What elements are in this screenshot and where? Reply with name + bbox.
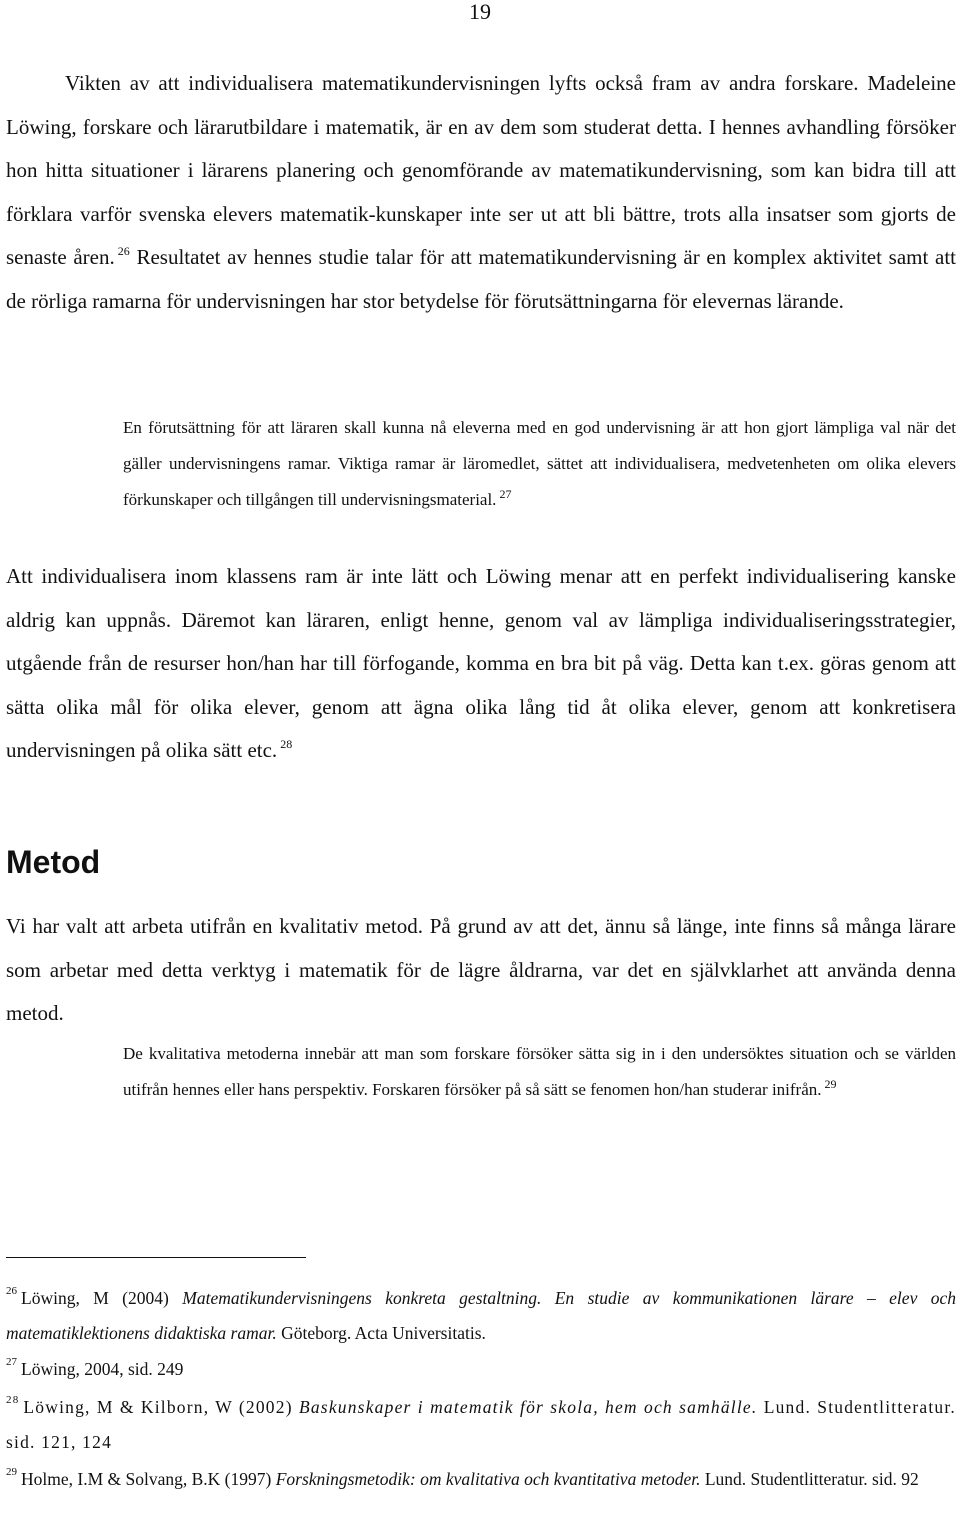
quote-text: De kvalitativa metoderna innebär att man som forskare försöker sätta sig in i den undersöktes situation och se världen utifrån hennes eller hans perspektiv. Forskaren försöker på så sätt se fenomen hon/han studerar inifrån. [123,1044,956,1099]
footnote-ref-27: 27 [499,487,512,501]
paragraph-metod [6,905,956,1036]
quote-text: En förutsättning för att läraren skall kunna nå eleverna med en god undervisning är att hon gjort lämpliga val när det gäller undervisningens ramar. Viktiga ramar är läromedlet, sättet att individualisera, medvetenheten om olika elevers förkunskaper och tillgången till undervisningsmaterial. [123,418,956,509]
paragraph-text: Vi har valt att arbeta utifrån en kvalitativ metod. På grund av att det, ännu så länge, inte finns så många lärare som arbetar med detta verktyg i matematik för de lägre åldrarna, var det en självklarhet att använda denna metod. [6,914,956,1025]
footnote-ref-26: 26 [117,244,130,258]
footnote-number: 26 [6,1285,17,1297]
footnote-number: 28 [6,1394,20,1406]
footnote-separator [6,1257,306,1258]
section-heading-metod: Metod [6,844,101,880]
footnote-publisher: Göteborg. Acta Universitatis. [276,1323,486,1343]
paragraph-text: Att individualisera inom klassens ram är inte lätt och Löwing menar att en perfekt individualisering kanske aldrig kan uppnås. Däremot kan läraren, enligt henne, genom val av lämpliga individualiseringsstrategier, utgående från de resurser hon/han har till förfogande, komma en bra bit på väg. Detta kan t.ex. göras genom att sätta olika mål för olika elever, genom att ägna olika lång tid åt olika elever, genom att konkretisera undervisningen på olika sätt etc. [6,564,956,762]
block-quote-kvalitativa [123,1036,956,1108]
footnote-number: 27 [6,1356,17,1368]
footnote-publisher: Lund. Studentlitteratur. sid. 121, 124 [6,1397,957,1452]
page-number: 19 [469,0,491,24]
footnote-title: Forskningsmetodik: om kvalitativa och kvantitativa metoder. [275,1469,701,1489]
footnote-author: Löwing, 2004, sid. 249 [21,1359,184,1379]
footnote-publisher: Lund. Studentlitteratur. sid. 92 [700,1469,919,1489]
footnote-ref-29: 29 [824,1077,837,1091]
footnote-author: Löwing, M & Kilborn, W (2002) [23,1397,299,1417]
footnote-ref-28: 28 [280,737,293,751]
paragraph-text-continued: Resultatet av hennes studie talar för att matematikundervisning är en komplex aktivitet samt att de rörliga ramarna för undervisningen har stor betydelse för förutsättningarna för elevernas lärande. [6,245,957,313]
footnote-29 [6,1462,956,1497]
footnote-28 [6,1390,956,1460]
paragraph-text: Vikten av att individualisera matematikundervisningen lyfts också fram av andra forskare. Madeleine Löwing, forskare och lärarutbildare i matematik, är en av dem som studerat detta. I hennes avhandling försöker hon hitta situationer i lärarens planering och genomförande av matematikundervisning, som kan bidra till att förklara varför svenska elevers matematik-kunskaper inte ser ut att bli bättre, trots alla insatser som gjorts de senaste åren. [6,71,956,269]
footnote-title: Baskunskaper i matematik för skola, hem och samhälle. [298,1397,758,1417]
footnote-author: Löwing, M (2004) [21,1288,183,1308]
footnote-number: 29 [6,1466,17,1478]
paragraph-individualisering [6,62,956,323]
paragraph-individualiseringsstrategier [6,555,956,773]
footnote-author: Holme, I.M & Solvang, B.K (1997) [21,1469,276,1489]
footnote-26 [6,1281,956,1351]
footnote-title: Matematikundervisningens konkreta gestaltning. En studie av kommunikationen lärare – elev och matematiklektionens didaktiska ramar. [6,1288,957,1343]
block-quote-lowing [123,410,956,518]
footnote-27 [6,1352,956,1387]
